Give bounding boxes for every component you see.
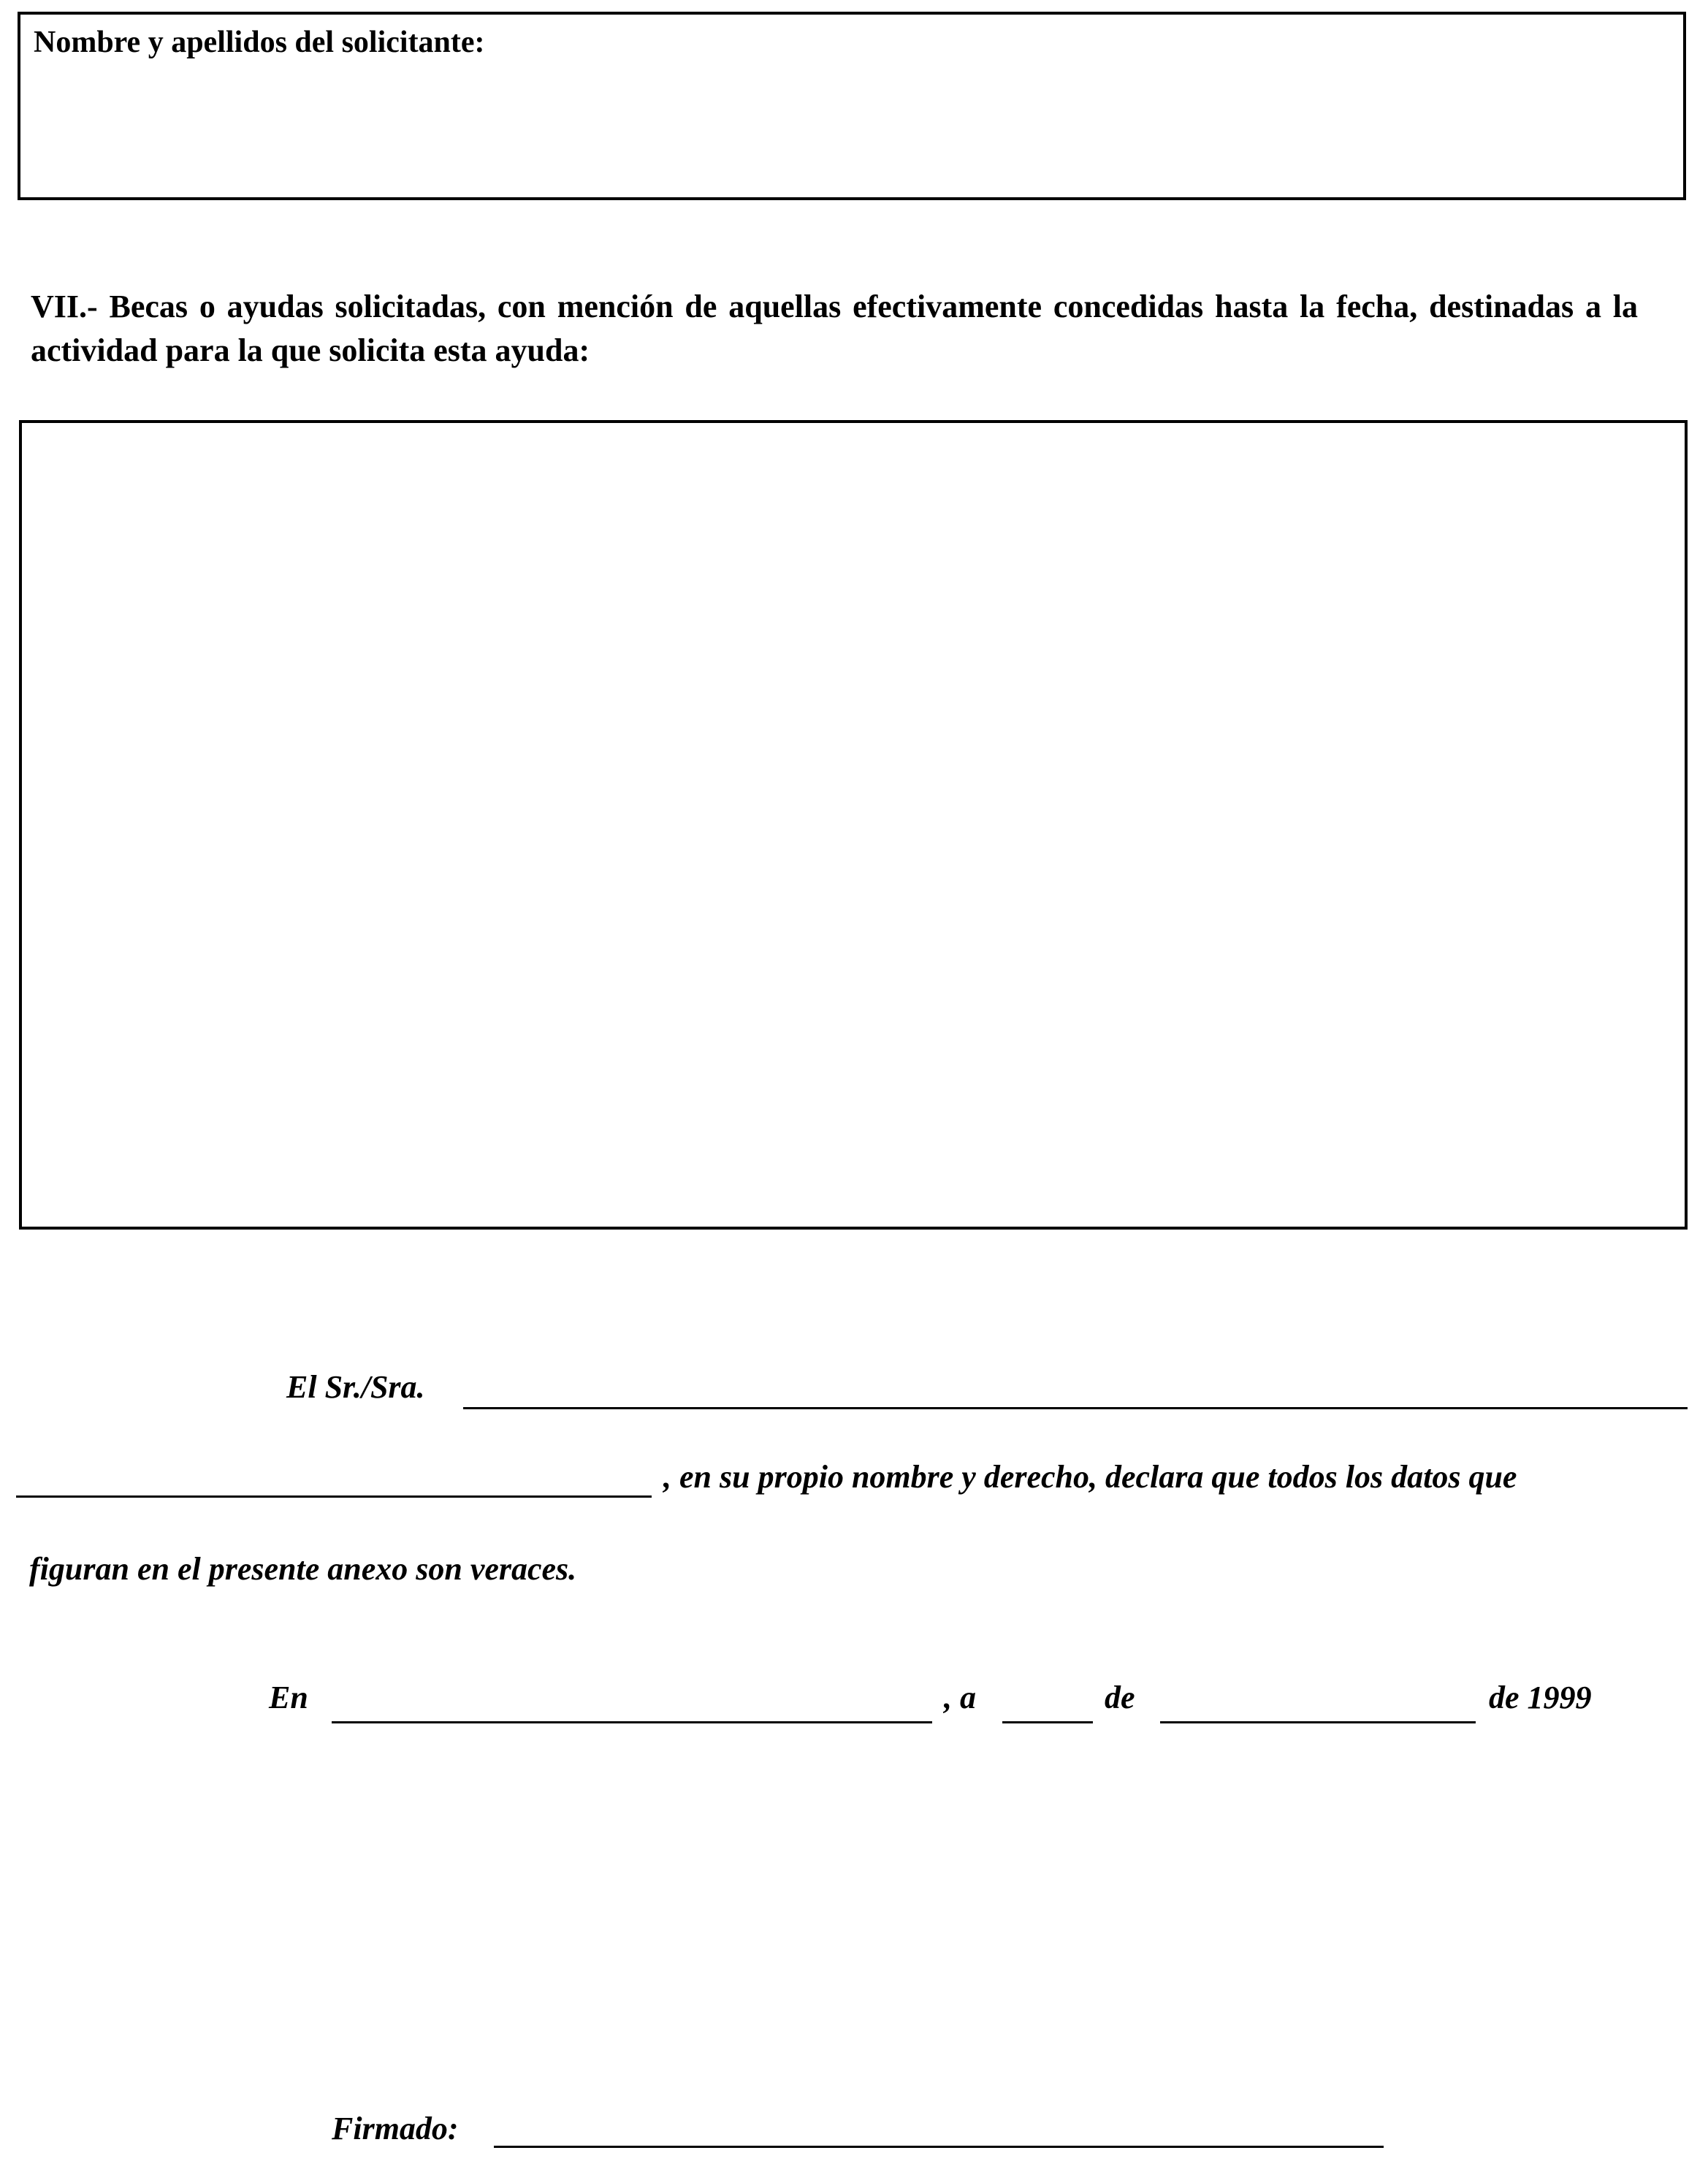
date-a-label: , a bbox=[944, 1680, 976, 1715]
section-vii-heading: VII.- Becas o ayudas solicitadas, con mención de aquellas efectivamente concedidas hasta la fecha, destinadas a la actividad para la que solicita esta ayuda: bbox=[31, 289, 1638, 368]
declaration-statement-1: , en su propio nombre y derecho, declara que todos los datos que bbox=[663, 1459, 1517, 1495]
signature-label: Firmado: bbox=[332, 2111, 459, 2146]
becas-ayudas-box[interactable] bbox=[19, 420, 1688, 1230]
name-line[interactable] bbox=[463, 1407, 1688, 1409]
name-continuation-line[interactable] bbox=[16, 1495, 652, 1498]
signature-line[interactable] bbox=[494, 2146, 1384, 2148]
place-en-label: En bbox=[269, 1680, 308, 1715]
month-line[interactable] bbox=[1160, 1721, 1476, 1723]
declaration-statement-2: figuran en el presente anexo son veraces. bbox=[29, 1551, 577, 1587]
salutation-label: El Sr./Sra. bbox=[286, 1369, 425, 1405]
applicant-name-label: Nombre y apellidos del solicitante: bbox=[34, 26, 485, 59]
applicant-name-box[interactable] bbox=[18, 12, 1686, 200]
date-de-label: de bbox=[1105, 1680, 1135, 1715]
year-label: de 1999 bbox=[1489, 1680, 1592, 1715]
place-line[interactable] bbox=[332, 1721, 932, 1723]
day-line[interactable] bbox=[1002, 1721, 1093, 1723]
